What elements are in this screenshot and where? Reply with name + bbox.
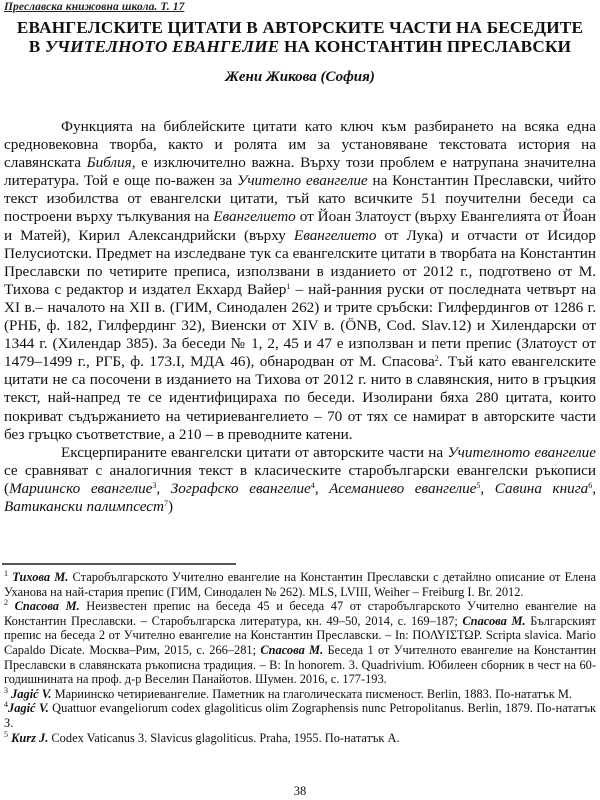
text-run: Ексцерпираните евангелски цитати от авторските части на (61, 443, 448, 461)
footnote-text: Българският препис на беседа 2 от Учително евангелие на Константин Преславски. – In: ΠΟΛΥΙΣΤΩΡ. Scripta slavica. Mario Capaldo Dicate. Москва–Рим, 2015, с. 266–281; (4, 613, 596, 657)
footnote-5 (4, 731, 596, 746)
text-run: , (592, 479, 597, 497)
footnote-text: Старобългарското Учително евангелие на Константин Преславски с детайлно описание от Елена Уханова на най-стария препис (ГИМ, Синодален № 262). MLS, LVIII, Weiher – Freiburg I. Br. 2012. (4, 570, 596, 599)
footnote-2 (4, 599, 596, 687)
footnote-number: 3 (4, 685, 8, 695)
page-number: 38 (293, 784, 307, 798)
text-run: се сравняват с аналогичния текст в класическите старобългарски евангелски ръкописи ( (4, 461, 596, 497)
footnote-4 (4, 701, 596, 730)
footnote-text: Quattuor evangeliorum codex glagoliticus olim Zographensis nunc Petropolitanus. Berlin, 1879. По-нататък З. (4, 701, 597, 730)
footnote-ref-4[interactable]: 4 (310, 480, 315, 490)
text-run: , (314, 479, 330, 497)
footnote-text: Беседа 1 от Учителното евангелие на Константин Преславски в славянската ръкописна традиция. – В: In honorem. 3. Quadrivium. Юбилеен сборник в чест на 60-годишнината на проф. д-р Веселин Панайотов. Шумен. 2016, с. 177-193. (4, 642, 596, 687)
footnote-ref-7[interactable]: 7 (164, 498, 169, 508)
title-line-2-italic: УЧИТЕЛНОТО ЕВАНГЕЛИЕ (44, 37, 280, 56)
italic-run: Учителното евангелие (447, 443, 596, 461)
italic-run: Библия (86, 154, 132, 172)
footnote-number: 2 (4, 598, 8, 608)
footnote-text: Codex Vaticanus 3. Slavicus glagoliticus. Praha, 1955. По-нататък А. (48, 730, 400, 745)
footnote-number: 4 (4, 700, 8, 710)
italic-run: Зографско евангелие (170, 479, 311, 497)
footnote-text: Неизвестен препис на беседа 45 и беседа 47 от старобългарското Учително евангелие на Константин Преславски. – Старобългарска литература, кн. 49–50, 2014, с. 169–187; (4, 599, 596, 628)
text-run: ) (168, 497, 174, 515)
footnote-ref-3[interactable]: 3 (152, 480, 157, 490)
footnote-separator (2, 563, 236, 565)
footnote-author: Спасова М. (462, 613, 526, 628)
text-run: , (156, 479, 171, 497)
italic-run: Учително евангелие (237, 172, 368, 190)
footnote-author: Jagić V. (8, 701, 49, 716)
footnote-author: Спасова М. (260, 642, 324, 657)
text-run: от Йоан Златоуст (върху Евангелията от Йоан и Матей), Кирил Александрийски (върху (4, 208, 597, 244)
running-head: Преславска книжовна школа. Т. 17 (4, 1, 185, 13)
title-line-2-post: НА КОНСТАНТИН ПРЕСЛАВСКИ (279, 37, 572, 56)
footnote-number: 5 (4, 729, 8, 739)
footnote-ref-6[interactable]: 6 (588, 480, 593, 490)
footnote-author: Kurz J. (11, 730, 49, 745)
footnote-author: Тихова М. (12, 570, 69, 584)
article-title (0, 18, 600, 56)
text-run: на Константин Преславски, чийто текст изобилства от евангелски цитати, тъй като всичките 51 поучителни беседи са построени върху тълкувания на (4, 172, 596, 226)
italic-run: Ватикански палимпсест (4, 497, 165, 515)
text-run: Функцията на библейските цитати като ключ към разбирането на всяка една средновековна творба, както и ролята им за установяване текстовата история на славянската (4, 118, 596, 172)
italic-run: Евангелието (213, 208, 296, 226)
body-text (4, 118, 596, 516)
footnotes (4, 570, 596, 745)
italic-run: Мариинско евангелие (9, 479, 153, 497)
footnote-number: 1 (4, 569, 8, 578)
title-line-1: ЕВАНГЕЛСКИТЕ ЦИТАТИ В АВТОРСКИТЕ ЧАСТИ НА БЕСЕДИТЕ (16, 18, 584, 37)
title-line-2-pre: В (28, 37, 45, 56)
paragraph-1 (4, 118, 596, 444)
footnote-author: Спасова М. (14, 599, 80, 614)
italic-run: Савина книга (494, 479, 589, 497)
footnote-ref-2[interactable]: 2 (434, 354, 439, 364)
footnote-author: Jagić V. (11, 686, 52, 701)
title-line-2 (0, 37, 600, 56)
text-run: , (480, 479, 495, 497)
footnote-text: Мариинско четириевангелие. Паметник на глаголическата писменост. Berlin, 1883. По-нататък М. (51, 686, 572, 701)
text-run: от Лука) и отчасти от Исидор Пелусиотски. Предмет на изследване тук са евангелските цитати в творбата на Константин Преславски по четирите преписа, използвани в изданието от 2012 г., подготвено от М. Тихова с редактор и издател Екхард Вайер (4, 226, 596, 298)
footnote-ref-5[interactable]: 5 (476, 480, 481, 490)
text-run: . Тъй като евангелските цитати не са посочени в изданието на Тихова от 2012 г. нито в славянския, нито в гръцкия текст, най-напред те се идентифицираха по беседи. Изолирани бяха 280 цитата, които покриват съдържанието на четириевангелието – 70 от тях се намират в авторските части без гръцко съответствие, а 210 – в преводните катени. (4, 353, 597, 443)
paragraph-2 (4, 444, 596, 516)
author-byline: Жени Жикова (София) (225, 69, 375, 85)
italic-run: Асеманиево евангелие (329, 479, 477, 497)
footnote-ref-1[interactable]: 1 (286, 281, 291, 291)
footnote-3 (4, 687, 596, 702)
footnote-1 (4, 570, 596, 599)
text-run: , е изключително важна. Върху този проблем е натрупана значителна литература. Той е още по-важен за (4, 154, 596, 190)
italic-run: Евангелието (293, 226, 377, 244)
text-run: – най-ранния руски от последната четвърт на XI в.– началото на XII в. (ГИМ, Синодален 262) и трите сръбски: Гилфердингов от 1286 г. (РНБ, ф. 182, Гилфердинг 32), Виенски от XIV в. (ÖNB, Cod. Slav.12) и Хилендарски от 1344 г. (Хилендар 385). За беседи № 1, 2, 45 и 47 е използван и пети препис (Златоуст от 1479–1499 г., РГБ, ф. 173.I, МДА 46), обнародван от М. Спасова (4, 280, 597, 371)
